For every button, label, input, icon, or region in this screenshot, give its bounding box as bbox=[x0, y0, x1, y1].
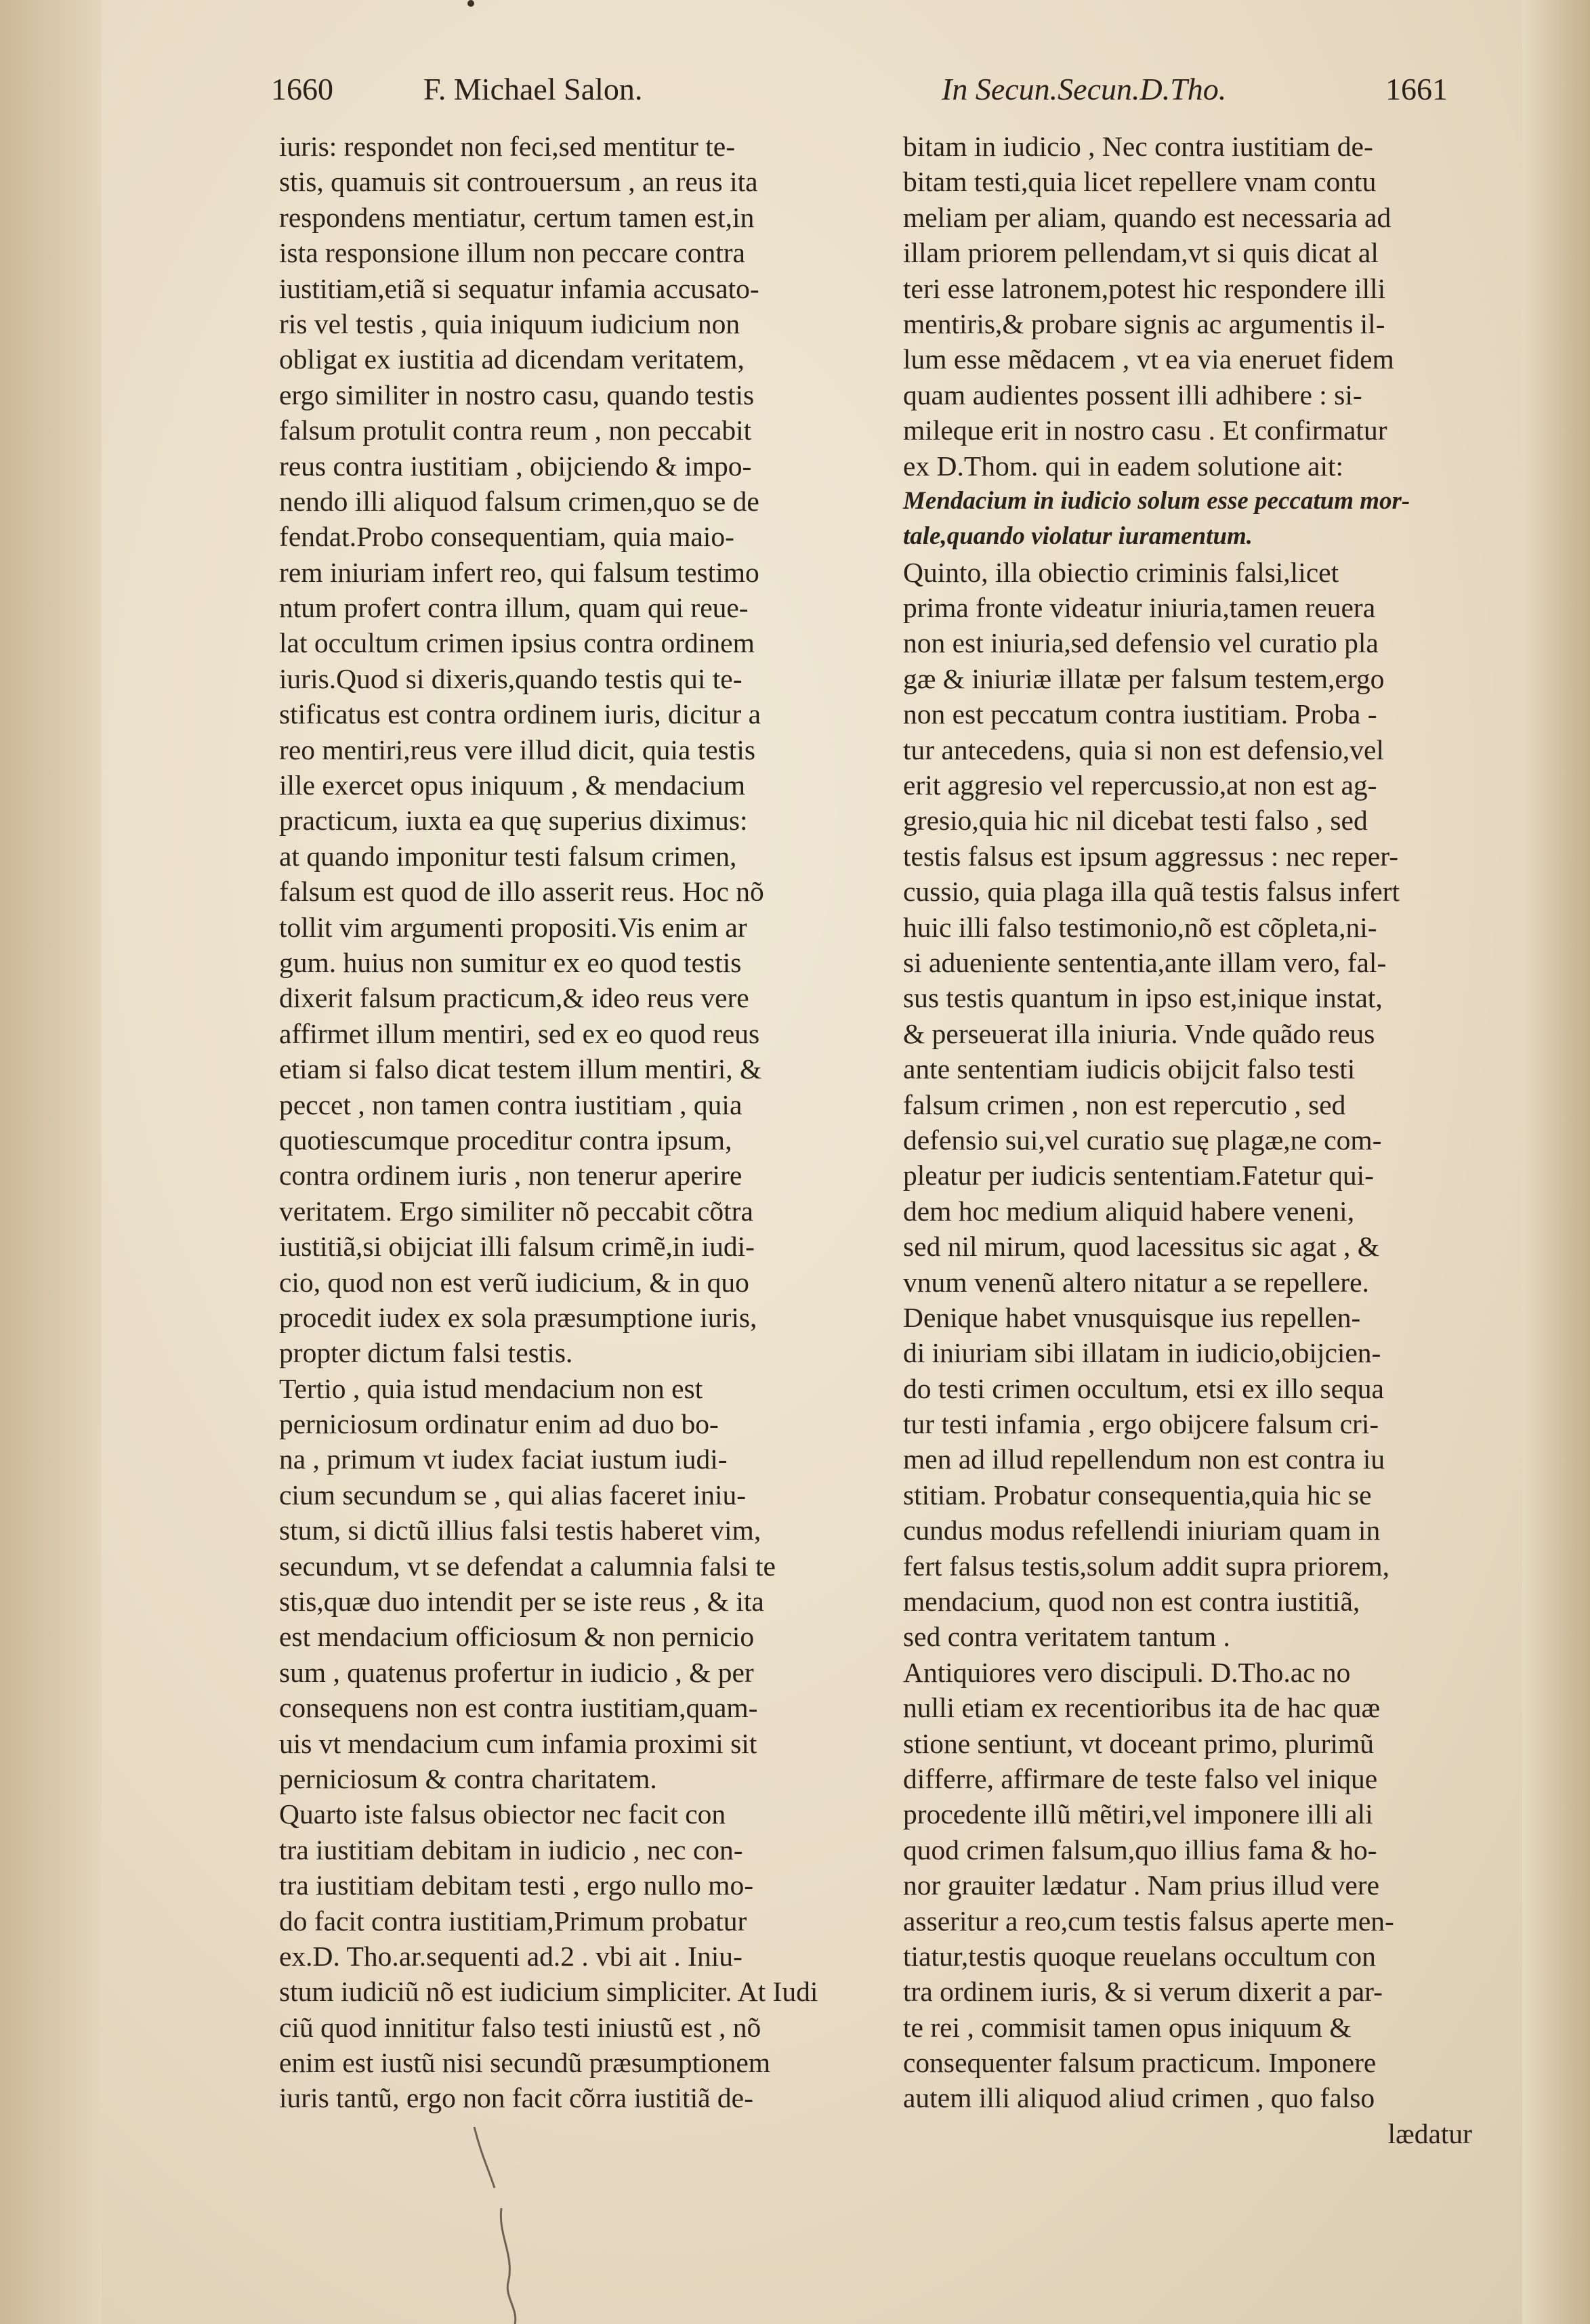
text-line: ntum profert contra illum, quam qui reue- bbox=[279, 592, 749, 624]
text-line: tur testi infamia , ergo obijcere falsum cri- bbox=[903, 1408, 1379, 1440]
text-line: non est peccatum contra iustitiam. Proba - bbox=[903, 698, 1377, 730]
page-edge-right bbox=[1522, 0, 1590, 2324]
text-line: tollit vim argumenti propositi.Vis enim ar bbox=[279, 911, 747, 943]
text-line: autem illi aliquod aliud crimen , quo falso bbox=[903, 2082, 1375, 2114]
text-line: non est iniuria,sed defensio vel curatio pla bbox=[903, 627, 1379, 659]
text-line: mendacium, quod non est contra iustitiã, bbox=[903, 1586, 1360, 1618]
text-line: practicum, iuxta ea quę superius diximus: bbox=[279, 805, 748, 837]
text-line: mileque erit in nostro casu . Et confirmatur bbox=[903, 415, 1387, 446]
text-line: ciũ quod innititur falso testi iniustũ est , nõ bbox=[279, 2011, 761, 2043]
text-line: falsum protulit contra reum , non peccabit bbox=[279, 415, 752, 446]
text-line: Tertio , quia istud mendacium non est bbox=[279, 1372, 703, 1404]
running-header bbox=[271, 71, 1490, 119]
running-title-left: F. Michael Salon. bbox=[423, 72, 643, 106]
text-line: te rei , commisit tamen opus iniquum & bbox=[903, 2011, 1352, 2043]
text-line: & perseuerat illa iniuria. Vnde quãdo reus bbox=[903, 1017, 1375, 1049]
text-line: sus testis quantum in ipso est,inique instat, bbox=[903, 982, 1383, 1014]
text-line: ris vel testis , quia iniquum iudicium non bbox=[279, 308, 740, 339]
text-line: dixerit falsum practicum,& ideo reus vere bbox=[279, 982, 749, 1014]
text-line: ista responsione illum non peccare contra bbox=[279, 237, 745, 269]
text-line: tra iustitiam debitam testi , ergo nullo mo- bbox=[279, 1869, 754, 1901]
text-line: testis falsus est ipsum aggressus : nec reper- bbox=[903, 840, 1399, 872]
text-line: stitiam. Probatur consequentia,quia hic se bbox=[903, 1479, 1372, 1510]
text-line: nulli etiam ex recentioribus ita de hac quæ bbox=[903, 1692, 1381, 1724]
text-line: do facit contra iustitiam,Primum probatur bbox=[279, 1905, 747, 1937]
text-line: peccet , non tamen contra iustitiam , quia bbox=[279, 1089, 742, 1120]
text-line: iuris tantũ, ergo non facit cõrra iustitiã de- bbox=[279, 2082, 753, 2114]
text-line: enim est iustũ nisi secundũ præsumptionem bbox=[279, 2047, 771, 2079]
text-line: ex.D. Tho.ar.sequenti ad.2 . vbi ait . Iniu- bbox=[279, 1940, 742, 1972]
text-line: bitam testi,quia licet repellere vnam contu bbox=[903, 166, 1377, 198]
text-line: tale,quando violatur iuramentum. bbox=[903, 522, 1253, 551]
text-line: stis, quamuis sit controuersum , an reus ita bbox=[279, 166, 758, 198]
text-line: men ad illud repellendum non est contra iu bbox=[903, 1443, 1385, 1475]
text-line: ante sententiam iudicis obijcit falso testi bbox=[903, 1053, 1356, 1085]
text-line: veritatem. Ergo similiter nõ peccabit cõtra bbox=[279, 1195, 753, 1227]
text-line: at quando imponitur testi falsum crimen, bbox=[279, 840, 737, 872]
text-line: consequens non est contra iustitiam,quam- bbox=[279, 1692, 758, 1724]
text-line: ille exercet opus iniquum , & mendacium bbox=[279, 769, 746, 801]
text-line: contra ordinem iuris , non tenerur aperire bbox=[279, 1160, 742, 1191]
text-line: secundum, vt se defendat a calumnia falsi te bbox=[279, 1550, 776, 1582]
text-line: procedente illũ mẽtiri,vel imponere illi ali bbox=[903, 1798, 1373, 1830]
text-line: prima fronte videatur iniuria,tamen reuera bbox=[903, 592, 1376, 624]
text-line: asseritur a reo,cum testis falsus aperte men- bbox=[903, 1905, 1394, 1937]
text-line: tur antecedens, quia si non est defensio,vel bbox=[903, 734, 1384, 765]
text-line: stis,quæ duo intendit per se iste reus , & ita bbox=[279, 1586, 764, 1618]
text-line: procedit iudex ex sola præsumptione iuris, bbox=[279, 1301, 757, 1333]
running-title-right: In Secun.Secun.D.Tho. bbox=[942, 72, 1227, 106]
text-line: na , primum vt iudex faciat iustum iudi- bbox=[279, 1443, 728, 1475]
text-line: quam audientes possent illi adhibere : si- bbox=[903, 379, 1362, 410]
text-line: erit aggresio vel repercussio,at non est ag- bbox=[903, 769, 1377, 801]
text-line: defensio sui,vel curatio suę plagæ,ne com- bbox=[903, 1124, 1382, 1156]
text-line: affirmet illum mentiri, sed ex eo quod reus bbox=[279, 1017, 760, 1049]
ink-stain bbox=[467, 2127, 549, 2324]
text-line: sum , quatenus profertur in iudicio , & per bbox=[279, 1656, 754, 1688]
text-line: di iniuriam sibi illatam in iudicio,obijcien- bbox=[903, 1337, 1381, 1369]
text-line: differre, affirmare de teste falso vel inique bbox=[903, 1762, 1378, 1794]
text-line: lædatur bbox=[1387, 2117, 1472, 2149]
text-line: meliam per aliam, quando est necessaria ad bbox=[903, 201, 1392, 233]
text-line: Antiquiores vero discipuli. D.Tho.ac no bbox=[903, 1656, 1351, 1688]
text-line: illam priorem pellendam,vt si quis dicat al bbox=[903, 237, 1379, 269]
text-line: Quarto iste falsus obiector nec facit con bbox=[279, 1798, 726, 1830]
text-line: si adueniente sententia,ante illam vero, fal- bbox=[903, 946, 1387, 978]
text-line: reus contra iustitiam , obijciendo & impo- bbox=[279, 450, 752, 482]
text-line: cium secundum se , qui alias faceret iniu- bbox=[279, 1479, 747, 1510]
text-line: falsum crimen , non est repercutio , sed bbox=[903, 1089, 1346, 1120]
text-line: do testi crimen occultum, etsi ex illo sequa bbox=[903, 1372, 1384, 1404]
text-line: gresio,quia hic nil dicebat testi falso , sed bbox=[903, 805, 1368, 837]
text-line: bitam in iudicio , Nec contra iustitiam de- bbox=[903, 131, 1373, 162]
text-line: sed contra veritatem tantum . bbox=[903, 1621, 1230, 1653]
text-line: obligat ex iustitia ad dicendam veritatem, bbox=[279, 343, 745, 375]
text-line: teri esse latronem,potest hic respondere illi bbox=[903, 272, 1386, 304]
text-line: etiam si falso dicat testem illum mentiri, & bbox=[279, 1053, 762, 1085]
text-line: gæ & iniuriæ illatæ per falsum testem,ergo bbox=[903, 662, 1385, 694]
text-line: gum. huius non sumitur ex eo quod testis bbox=[279, 946, 742, 978]
text-line: iuris.Quod si dixeris,quando testis qui te- bbox=[279, 662, 742, 694]
text-line: rem iniuriam infert reo, qui falsum testimo bbox=[279, 556, 759, 588]
ink-dot bbox=[467, 0, 474, 7]
text-line: vnum venenũ altero nitatur a se repellere. bbox=[903, 1266, 1369, 1298]
text-line: Denique habet vnusquisque ius repellen- bbox=[903, 1301, 1361, 1333]
text-column-right bbox=[903, 129, 1472, 2151]
text-line: tra ordinem iuris, & si verum dixerit a par- bbox=[903, 1976, 1383, 2008]
text-line: falsum est quod de illo asserit reus. Hoc nõ bbox=[279, 876, 764, 908]
text-line: nendo illi aliquod falsum crimen,quo se de bbox=[279, 485, 759, 517]
text-line: fert falsus testis,solum addit supra priorem, bbox=[903, 1550, 1390, 1582]
text-line: perniciosum ordinatur enim ad duo bo- bbox=[279, 1408, 719, 1440]
text-line: reo mentiri,reus vere illud dicit, quia testis bbox=[279, 734, 756, 765]
text-line: uis vt mendacium cum infamia proximi sit bbox=[279, 1727, 757, 1759]
text-line: stum iudiciũ nõ est iudicium simpliciter. At Iudi bbox=[279, 1976, 818, 2008]
text-line: ergo similiter in nostro casu, quando testis bbox=[279, 379, 755, 410]
text-line: est mendacium officiosum & non pernicio bbox=[279, 1621, 755, 1653]
text-line: ex D.Thom. qui in eadem solutione ait: bbox=[903, 450, 1344, 482]
text-line: perniciosum & contra charitatem. bbox=[279, 1762, 657, 1794]
text-line: lum esse mẽdacem , vt ea via eneruet fidem bbox=[903, 343, 1394, 375]
text-line: lat occultum crimen ipsius contra ordinem bbox=[279, 627, 755, 659]
text-line: mentiris,& probare signis ac argumentis il- bbox=[903, 308, 1385, 339]
text-line: cundus modus refellendi iniuriam quam in bbox=[903, 1515, 1381, 1546]
text-line: respondens mentiatur, certum tamen est,in bbox=[279, 201, 755, 233]
text-line: stione sentiunt, vt doceant primo, plurimũ bbox=[903, 1727, 1375, 1759]
text-line: Quinto, illa obiectio criminis falsi,licet bbox=[903, 556, 1339, 588]
text-line: quotiescumque proceditur contra ipsum, bbox=[279, 1124, 732, 1156]
text-column-left bbox=[279, 129, 847, 2116]
text-line: propter dictum falsi testis. bbox=[279, 1337, 573, 1369]
page-edge-left bbox=[0, 0, 102, 2324]
text-line: cussio, quia plaga illa quã testis falsus infert bbox=[903, 876, 1400, 908]
text-line: iustitiã,si obijciat illi falsum crimẽ,in iudi- bbox=[279, 1231, 755, 1263]
text-line: iustitiam,etiã si sequatur infamia accusato- bbox=[279, 272, 759, 304]
text-line: cio, quod non est verũ iudicium, & in quo bbox=[279, 1266, 749, 1298]
page-number-left: 1660 bbox=[271, 72, 333, 106]
text-line: fendat.Probo consequentiam, quia maio- bbox=[279, 521, 734, 553]
text-line: stum, si dictũ illius falsi testis haberet vim, bbox=[279, 1515, 761, 1546]
text-line: sed nil mirum, quod lacessitus sic agat , & bbox=[903, 1231, 1380, 1263]
text-line: tiatur,testis quoque reuelans occultum con bbox=[903, 1940, 1376, 1972]
text-line: iuris: respondet non feci,sed mentitur te- bbox=[279, 131, 736, 162]
text-line: Mendacium in iudicio solum esse peccatum mor- bbox=[903, 486, 1410, 515]
text-line: tra iustitiam debitam in iudicio , nec con- bbox=[279, 1834, 743, 1865]
text-line: dem hoc medium aliquid habere veneni, bbox=[903, 1195, 1355, 1227]
text-line: quod crimen falsum,quo illius fama & ho- bbox=[903, 1834, 1377, 1865]
text-line: nor grauiter lædatur . Nam prius illud vere bbox=[903, 1869, 1380, 1901]
text-line: consequenter falsum practicum. Imponere bbox=[903, 2047, 1377, 2079]
text-line: huic illi falso testimonio,nõ est cõpleta,ni- bbox=[903, 911, 1377, 943]
text-line: stificatus est contra ordinem iuris, dicitur a bbox=[279, 698, 761, 730]
text-line: pleatur per iudicis sententiam.Fatetur qui- bbox=[903, 1160, 1374, 1191]
page-number-right: 1661 bbox=[1385, 72, 1448, 106]
